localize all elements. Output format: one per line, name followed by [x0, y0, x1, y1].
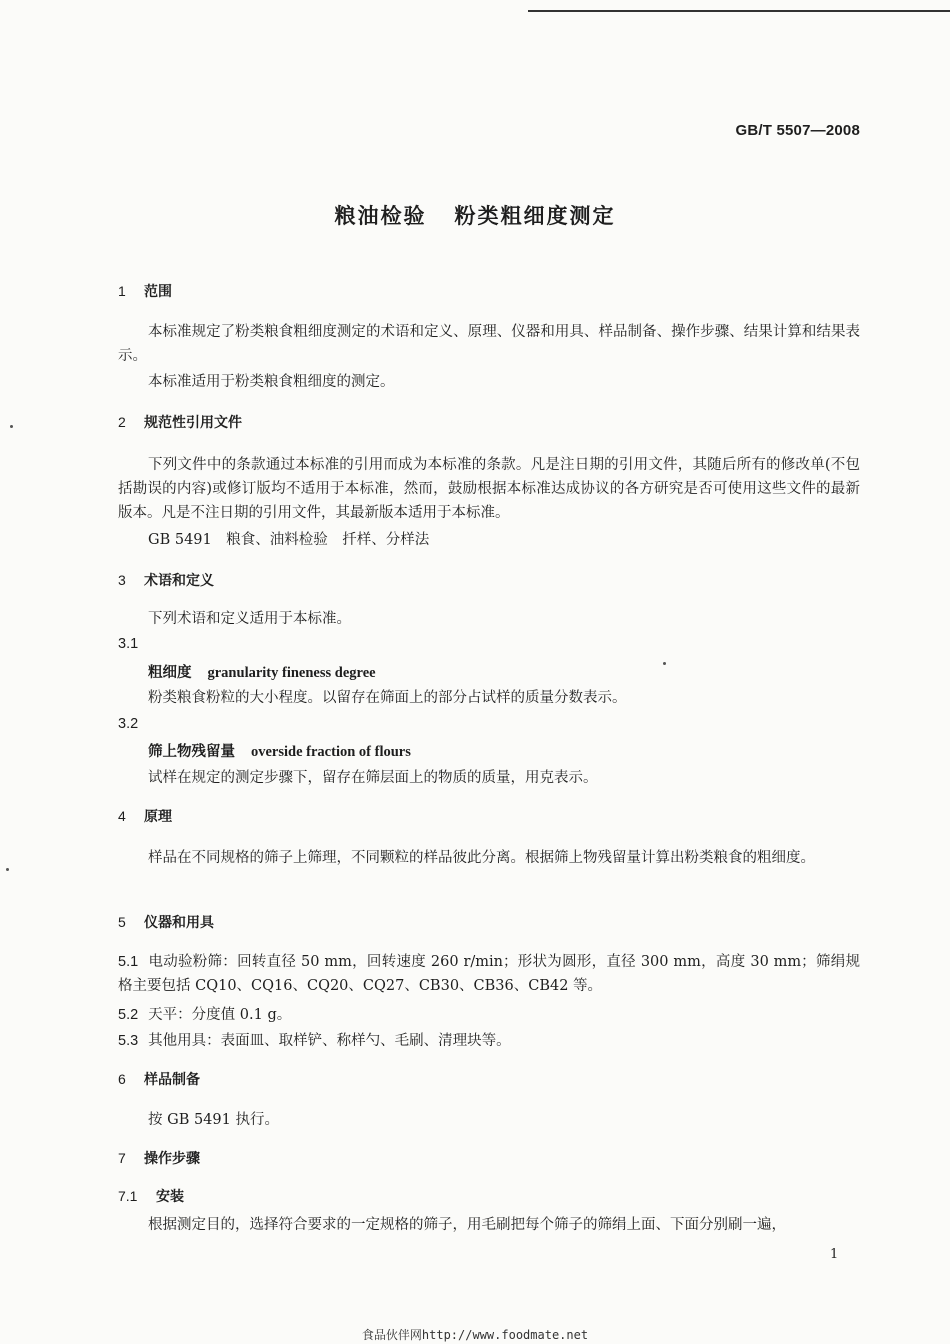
section-1-paragraph-1: 本标准规定了粉类粮食粗细度测定的术语和定义、原理、仪器和用具、样品制备、操作步骤、结果计算和结果表示。	[118, 324, 860, 364]
term-3-2: 筛上物残留量 overside fraction of flours	[148, 743, 411, 760]
item-5-3: 5.3 其他用具：表面皿、取样铲、称样勺、毛刷、清理块等。	[118, 1033, 511, 1049]
section-2-heading: 2 规范性引用文件	[118, 414, 242, 431]
term-3-1-definition: 粉类粮食粉粒的大小程度。以留存在筛面上的部分占试样的质量分数表示。	[148, 690, 627, 706]
page-number: 1	[830, 1247, 839, 1262]
term-3-1: 粗细度 granularity fineness degree	[148, 664, 376, 681]
section-3-heading: 3 术语和定义	[118, 572, 214, 589]
header-rule	[528, 10, 950, 12]
section-3-paragraph-1: 下列术语和定义适用于本标准。	[148, 611, 351, 627]
scan-speck	[6, 868, 9, 871]
subsection-7-1-heading: 7.1 安装	[118, 1188, 184, 1205]
section-4-heading: 4 原理	[118, 808, 172, 825]
scan-speck	[10, 425, 13, 428]
section-2-paragraph-1: 下列文件中的条款通过本标准的引用而成为本标准的条款。凡是注日期的引用文件，其随后所有的修改单(不包括勘误的内容)或修订版均不适用于本标准，然而，鼓励根据本标准达成协议的各方研究是否可使用这些文件的最新版本。凡是不注日期的引用文件，其最新版本适用于本标准。	[118, 457, 860, 521]
term-3-1-number: 3.1	[118, 636, 139, 652]
section-5-heading: 5 仪器和用具	[118, 914, 214, 931]
title-part-1: 粮油检验	[334, 204, 427, 228]
section-4-paragraph-1: 样品在不同规格的筛子上筛理，不同颗粒的样品彼此分离。根据筛上物残留量计算出粉类粮食的粗细度。	[148, 850, 815, 866]
term-3-2-number: 3.2	[118, 716, 139, 732]
section-6-heading: 6 样品制备	[118, 1071, 200, 1088]
section-7-paragraph-1: 根据测定目的，选择符合要求的一定规格的筛子，用毛刷把每个筛子的筛绢上面、下面分别刷一遍，	[148, 1217, 786, 1233]
footer-watermark: 食品伙伴网http://www.foodmate.net	[361, 1328, 589, 1342]
section-6-paragraph-1: 按 GB 5491 执行。	[148, 1112, 279, 1128]
standard-number: GB/T 5507—2008	[735, 122, 860, 139]
title-part-2: 粉类粗细度测定	[454, 204, 616, 228]
section-7-heading: 7 操作步骤	[118, 1150, 200, 1167]
scan-speck	[663, 662, 666, 665]
item-5-1: 5.1 电动验粉筛：回转直径 50 mm，回转速度 260 r/min；形状为圆形，直径 300 mm，高度 30 mm；筛绢规格主要包括 CQ10、CQ16、CQ20、CQ27、CB30、CB36、CB42 等。	[118, 954, 860, 994]
term-3-2-definition: 试样在规定的测定步骤下，留存在筛层面上的物质的质量，用克表示。	[148, 770, 598, 786]
reference-gb5491: GB 5491 粮食、油料检验 扦样、分样法	[148, 532, 430, 548]
item-5-2: 5.2 天平：分度值 0.1 g。	[118, 1007, 292, 1023]
document-title	[0, 200, 950, 230]
section-1-heading: 1 范围	[118, 283, 172, 300]
section-1-paragraph-2: 本标准适用于粉类粮食粗细度的测定。	[148, 374, 395, 390]
